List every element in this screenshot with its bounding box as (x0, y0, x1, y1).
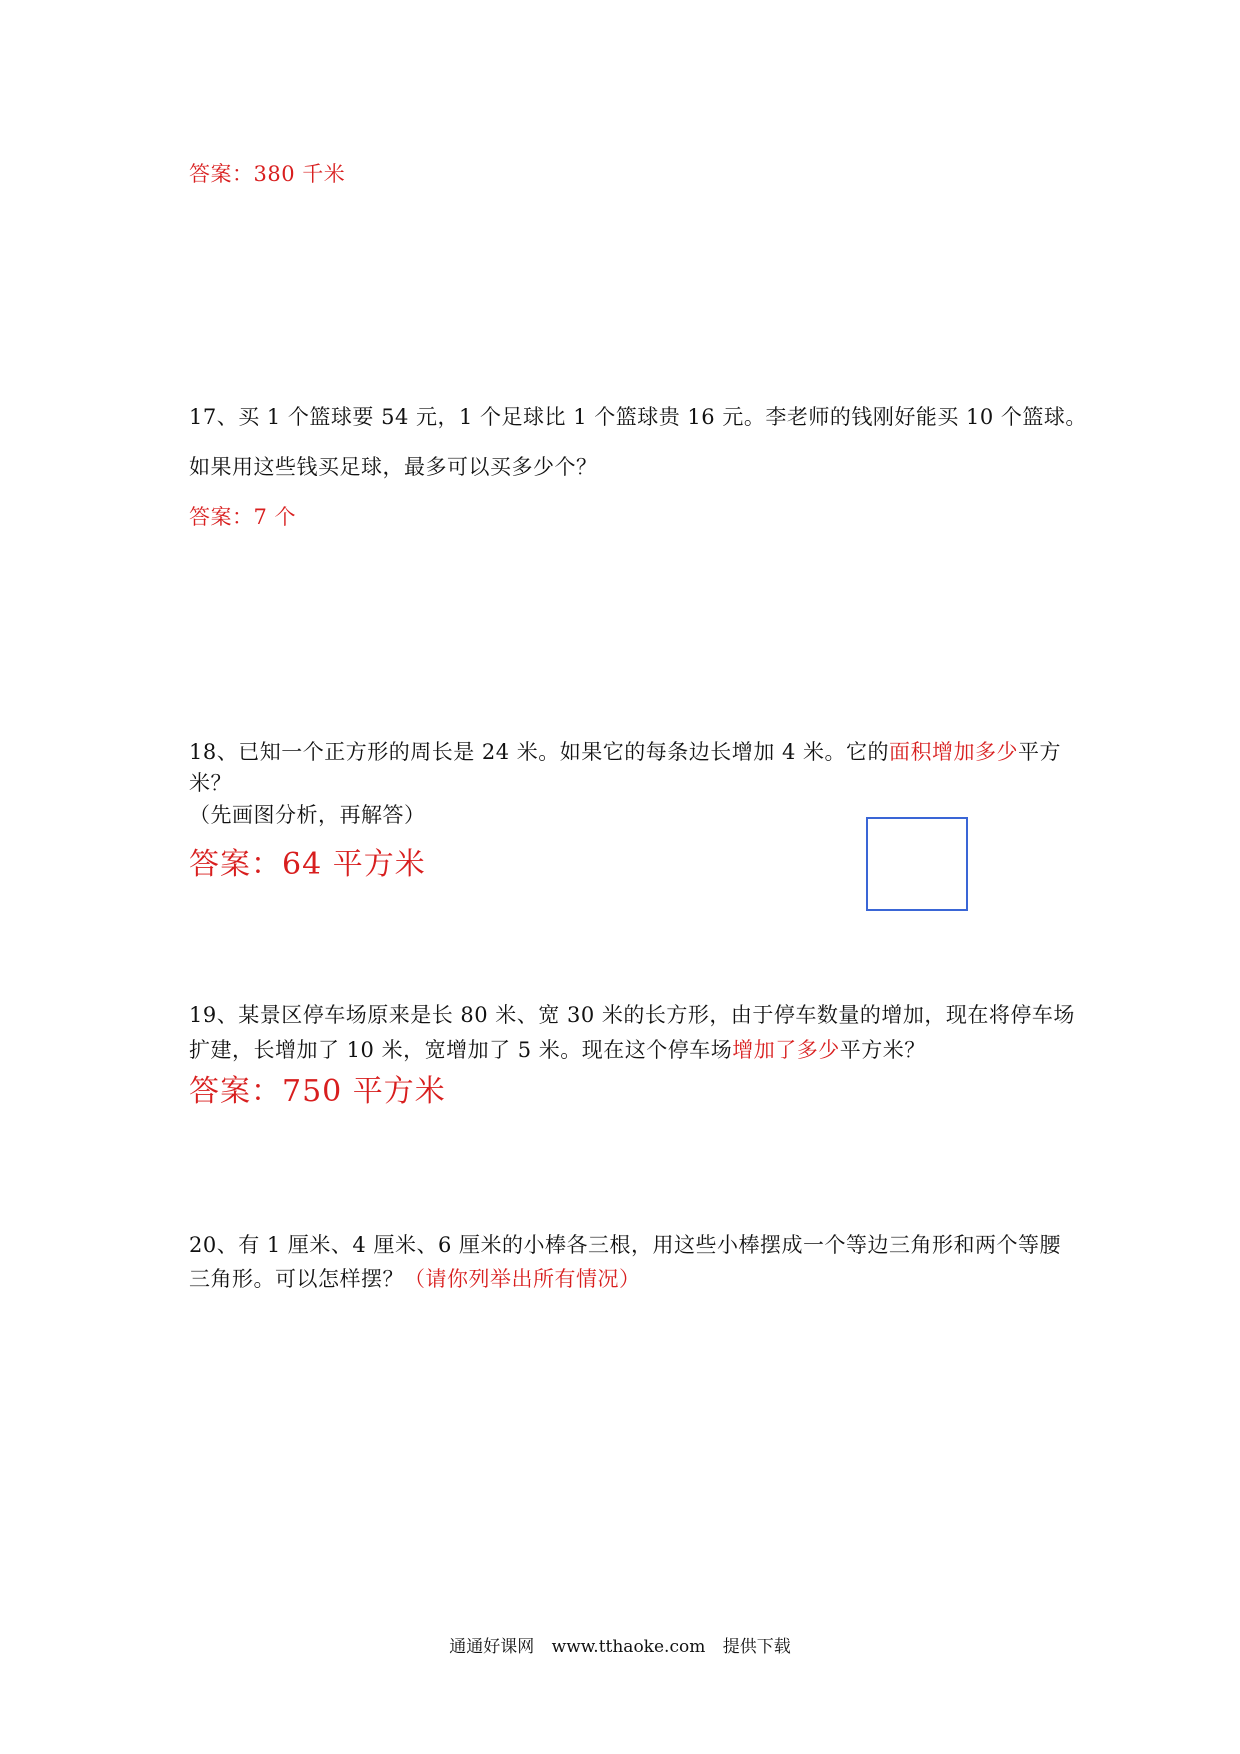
answer-17: 答案：7 个 (189, 505, 297, 529)
question-17-line-1: 17、买 1 个篮球要 54 元，1 个足球比 1 个篮球贵 16 元。李老师的钱刚好能买 10 个篮球。 (189, 405, 1087, 429)
question-19-highlight: 增加了多少 (732, 1038, 840, 1062)
question-18-highlight: 面积增加多少 (889, 740, 1019, 764)
question-18-line-1 (189, 737, 1061, 767)
footer-url[interactable]: www.tthaoke.com (551, 1637, 706, 1657)
question-17-line-2: 如果用这些钱买足球，最多可以买多少个？ (189, 455, 598, 479)
question-19-line-1: 19、某景区停车场原来是长 80 米、宽 30 米的长方形，由于停车数量的增加，现在将停车场 (189, 1003, 1075, 1027)
question-20-line-1: 20、有 1 厘米、4 厘米、6 厘米的小棒各三根，用这些小棒摆成一个等边三角形和两个等腰 (189, 1233, 1062, 1257)
footer-suffix: 提供下载 (722, 1637, 791, 1657)
question-18-hint: （先画图分析，再解答） (189, 803, 426, 827)
answer-18: 答案：64 平方米 (189, 847, 426, 882)
page-footer (0, 1635, 1240, 1659)
footer-site-name: 通通好课网 (449, 1637, 535, 1657)
question-18-text-b: 平方 (1018, 740, 1062, 764)
question-19-line-2 (189, 1035, 926, 1065)
question-19-text-b: 平方米？ (839, 1038, 926, 1062)
question-18-line-2: 米？ (189, 771, 232, 795)
question-20-highlight: （请你列举出所有情况） (404, 1267, 641, 1291)
square-drawing (866, 817, 968, 911)
answer-16: 答案：380 千米 (189, 162, 346, 186)
answer-19: 答案：750 平方米 (189, 1074, 446, 1109)
question-20-text-a: 三角形。可以怎样摆？ (189, 1267, 404, 1291)
question-20-line-2 (189, 1264, 641, 1294)
question-19-text-a: 扩建，长增加了 10 米，宽增加了 5 米。现在这个停车场 (189, 1038, 733, 1062)
question-18-text-a: 18、已知一个正方形的周长是 24 米。如果它的每条边长增加 4 米。它的 (189, 740, 890, 764)
